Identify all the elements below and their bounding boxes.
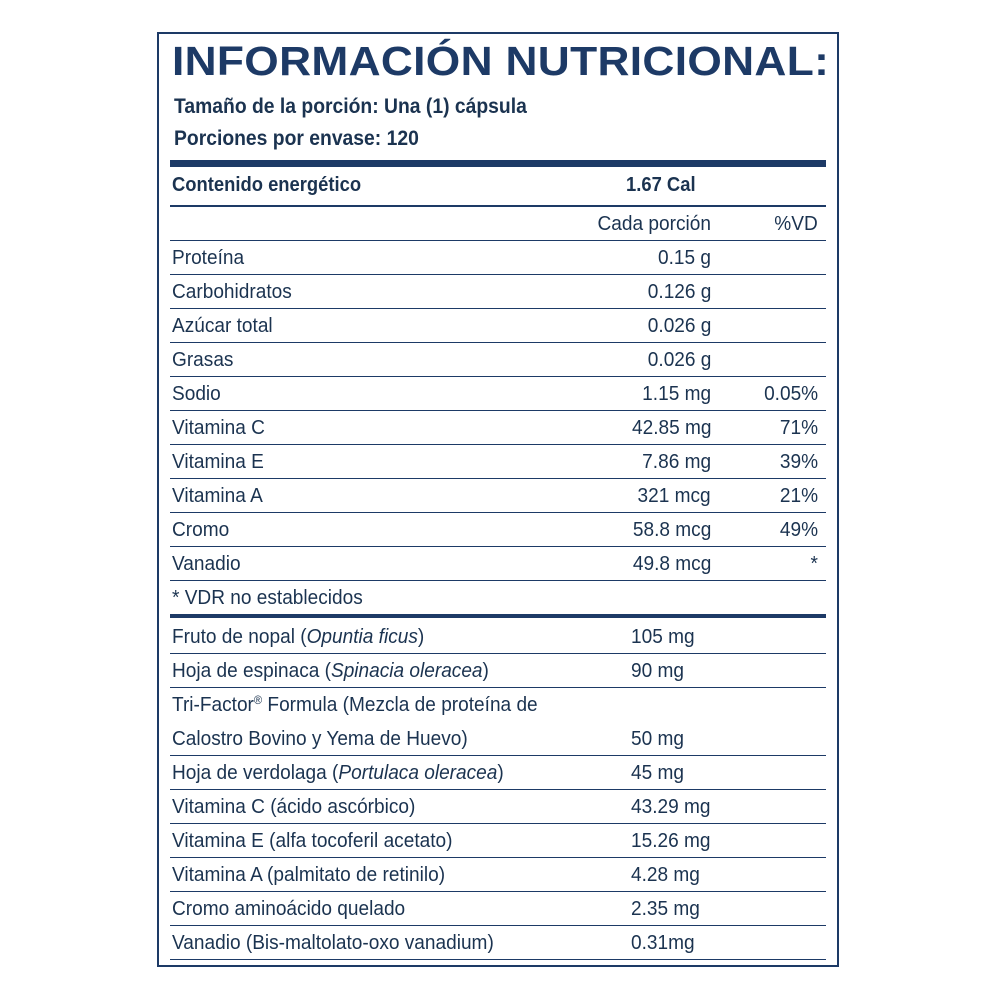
ingredient-name-text: Cromo aminoácido quelado (172, 897, 406, 920)
nutrient-row (170, 275, 826, 309)
nutrient-name: Azúcar total (172, 314, 273, 337)
ingredient-name (172, 897, 405, 921)
nutrient-name: Sodio (172, 382, 221, 405)
ingredient-amount: 15.26 mg (631, 829, 711, 852)
ingredient-amount: 105 mg (631, 625, 695, 648)
ingredient-name-tail: ) (497, 761, 504, 784)
ingredient-species: Portulaca oleracea (338, 761, 498, 784)
ingredient-name-text: Vitamina C (ácido ascórbico) (172, 795, 416, 818)
nutrient-row (170, 343, 826, 377)
ingredient-name-text: Calostro Bovino y Yema de Huevo) (172, 727, 468, 750)
servings-per-container: Porciones por envase: 120 (174, 127, 419, 150)
energy-value: 1.67 Cal (626, 174, 696, 196)
nutrient-name: Carbohidratos (172, 280, 292, 303)
nutrient-amount: 58.8 mcg (632, 518, 711, 541)
nutrient-dv: 39% (779, 450, 818, 473)
page-title: INFORMACIÓN NUTRICIONAL: (172, 38, 830, 84)
ingredient-name (172, 863, 445, 887)
ingredient-name (172, 659, 489, 683)
ingredient-name (172, 727, 468, 751)
ingredient-row (170, 756, 826, 790)
serving-size: Tamaño de la porción: Una (1) cápsula (174, 95, 527, 118)
ingredient-species: Spinacia oleracea (330, 659, 483, 682)
nutrient-amount: 0.026 g (647, 348, 711, 371)
footnote: * VDR no establecidos (172, 586, 363, 609)
nutrient-amount: 321 mcg (637, 484, 711, 507)
ingredient-name (172, 795, 415, 819)
ingredient-name (172, 625, 424, 649)
nutrient-amount: 1.15 mg (642, 382, 711, 405)
ingredient-name-text: Tri-Factor (172, 693, 254, 716)
ingredient-name-text: Vanadio (Bis-maltolato-oxo vanadium) (172, 931, 494, 954)
ingredient-amount: 45 mg (631, 761, 684, 784)
nutrient-name: Vanadio (172, 552, 241, 575)
ingredient-row (170, 620, 826, 654)
nutrient-name: Vitamina A (172, 484, 263, 507)
nutrient-amount: 0.026 g (647, 314, 711, 337)
nutrient-amount: 0.126 g (647, 280, 711, 303)
nutrient-row (170, 547, 826, 581)
ingredient-name (172, 931, 494, 955)
nutrient-dv: * (810, 552, 818, 575)
ingredient-amount: 4.28 mg (631, 863, 700, 886)
ingredient-name-text: Hoja de espinaca ( (172, 659, 331, 682)
nutrient-name: Cromo (172, 518, 230, 541)
ingredient-row (170, 688, 826, 722)
ingredient-name-text: Vitamina A (palmitato de retinilo) (172, 863, 446, 886)
nutrient-dv: 71% (779, 416, 818, 439)
footnote-row (170, 581, 826, 615)
ingredients-divider (170, 614, 826, 618)
nutrient-row (170, 411, 826, 445)
nutrient-row (170, 377, 826, 411)
ingredient-amount: 0.31mg (631, 931, 695, 954)
ingredient-row (170, 722, 826, 756)
nutrient-row (170, 479, 826, 513)
ingredient-row (170, 790, 826, 824)
nutrient-row (170, 513, 826, 547)
nutrient-dv: 0.05% (763, 382, 818, 405)
ingredient-name (172, 693, 538, 717)
ingredient-row (170, 926, 826, 960)
ingredient-name-text: Fruto de nopal ( (172, 625, 307, 648)
registered-mark: ® (253, 693, 263, 707)
energy-label: Contenido energético (172, 174, 362, 196)
ingredient-amount: 43.29 mg (631, 795, 711, 818)
nutrient-name: Vitamina E (172, 450, 264, 473)
nutrient-amount: 49.8 mcg (632, 552, 711, 575)
ingredient-amount: 2.35 mg (631, 897, 700, 920)
ingredient-amount: 90 mg (631, 659, 684, 682)
nutrient-name: Vitamina C (172, 416, 265, 439)
ingredient-name-tail: ) (482, 659, 489, 682)
ingredient-amount: 50 mg (631, 727, 684, 750)
nutrient-amount: 7.86 mg (642, 450, 711, 473)
nutrient-name: Proteína (172, 246, 245, 269)
nutrient-row (170, 445, 826, 479)
column-header-dv: %VD (774, 212, 818, 235)
column-header-row (170, 207, 826, 241)
ingredient-name-text: Vitamina E (alfa tocoferil acetato) (172, 829, 453, 852)
ingredient-name (172, 761, 504, 785)
ingredient-row (170, 858, 826, 892)
ingredient-species: Opuntia ficus (306, 625, 418, 648)
nutrient-dv: 49% (779, 518, 818, 541)
nutrient-name: Grasas (172, 348, 234, 371)
section-divider-thick (170, 160, 826, 167)
ingredient-name (172, 829, 452, 853)
nutrient-dv: 21% (779, 484, 818, 507)
ingredient-name-tail: Formula (Mezcla de proteína de (262, 693, 538, 716)
nutrient-amount: 0.15 g (657, 246, 711, 269)
ingredient-row (170, 824, 826, 858)
nutrient-row (170, 241, 826, 275)
ingredient-row (170, 892, 826, 926)
ingredient-row (170, 654, 826, 688)
nutrient-row (170, 309, 826, 343)
column-header-per-serving: Cada porción (597, 212, 711, 235)
ingredient-name-tail: ) (417, 625, 425, 648)
ingredient-name-text: Hoja de verdolaga ( (172, 761, 339, 784)
nutrient-amount: 42.85 mg (631, 416, 711, 439)
